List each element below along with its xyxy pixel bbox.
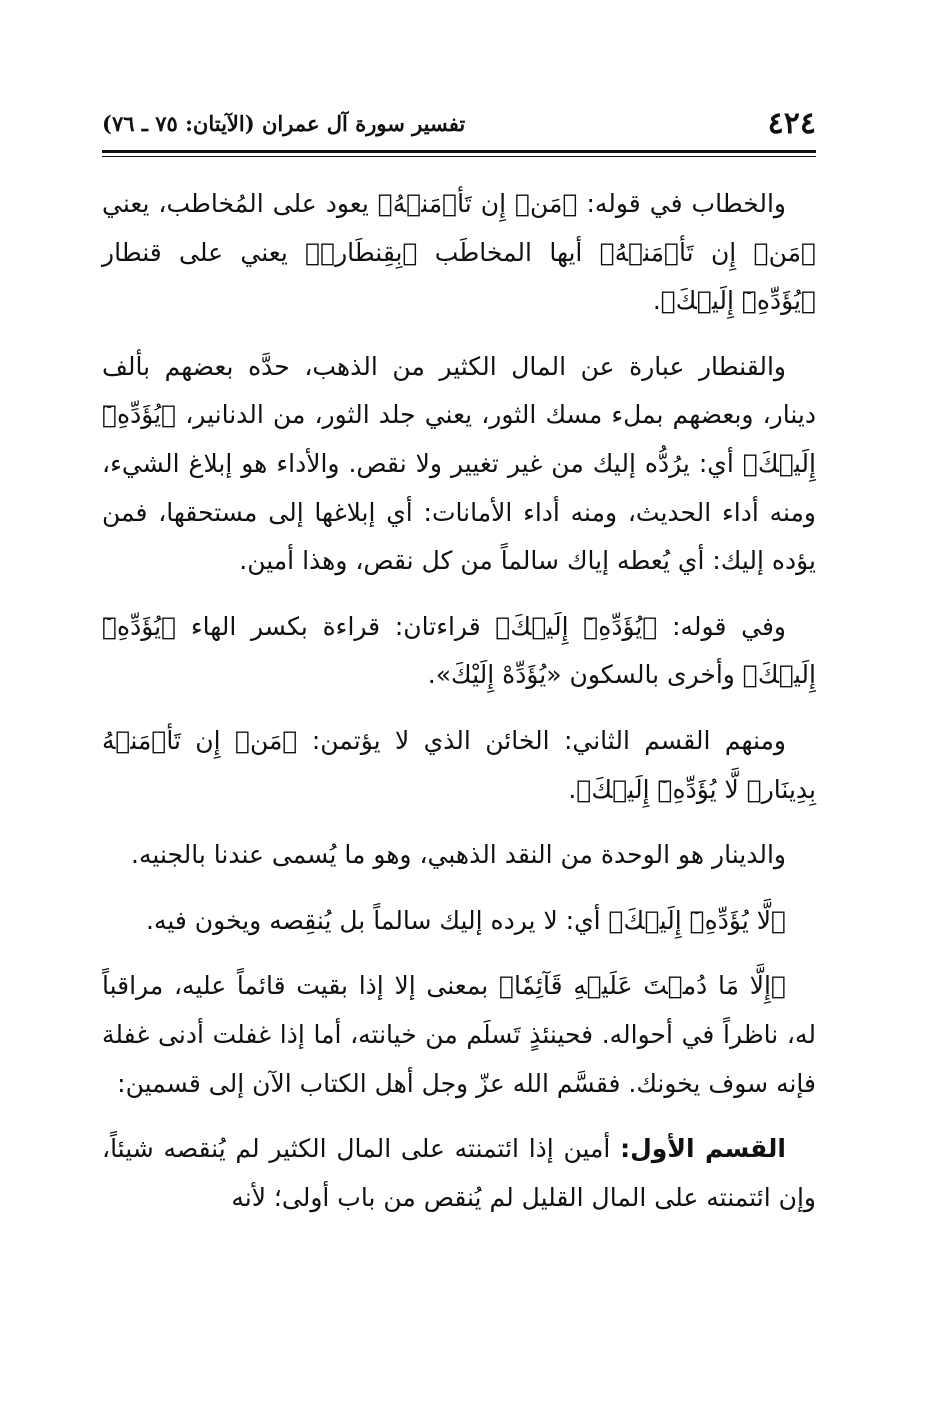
paragraph: ﴿لَّا يُؤَدِّهِۦٓ إِلَيۡكَ﴾ أي: لا يرده إليك سالماً بل يُنقِصه ويخون فيه. [146, 905, 786, 935]
paragraph: والدينار هو الوحدة من النقد الذهبي، وهو ما يُسمى عندنا بالجنيه. [131, 840, 786, 870]
paragraph: والقنطار عبارة عن المال الكثير من الذهب، حدَّه بعضهم بألف دينار، وبعضهم بملء مسك الثور، يعني جلد الثور، من الدنانير، ﴿يُؤَدِّهِۦٓ إِلَيۡكَ﴾ أي: يرُدُّه إليك من غير تغيير ولا نقص. والأداء هو إبلاغ الشيء، ومنه أداء الحديث، ومنه أداء الأمانات: أي إبلاغها إلى مستحقها، فمن يؤده إليك: أي يُعطه إياك سالماً من كل نقص، وهذا أمين. [102, 351, 816, 576]
header-rule-thick [102, 150, 816, 153]
page-number: ٤٢٤ [767, 106, 816, 141]
body-text [102, 180, 816, 1239]
paragraph: ومنهم القسم الثاني: الخائن الذي لا يؤتمن: ﴿مَنۡ إِن تَأۡمَنۡهُ بِدِينَارٖ لَّا يُؤَدِّهِۦٓ إِلَيۡكَ﴾. [102, 725, 816, 804]
paragraph-last [102, 1125, 816, 1222]
section-lead: القسم الأول: [620, 1134, 786, 1164]
running-title: تفسير سورة آل عمران (الآيتان: ٧٥ ـ ٧٦) [102, 111, 466, 136]
header-rule-thin [102, 156, 816, 157]
paragraph: ﴿إِلَّا مَا دُمۡتَ عَلَيۡهِ قَآئِمٗا﴾ بمعنى إلا إذا بقيت قائماً عليه، مراقباً له، ناظراً في أحواله. فحينئذٍ تَسلَم من خيانته، أما إذا غفلت أدنى غفلة فإنه سوف يخونك. فقسَّم الله عزّ وجل أهل الكتاب الآن إلى قسمين: [102, 971, 816, 1098]
paragraph: وفي قوله: ﴿يُؤَدِّهِۦٓ إِلَيۡكَ﴾ قراءتان: قراءة بكسر الهاء ﴿يُؤَدِّهِۦٓ إِلَيۡكَ﴾ وأخرى بالسكون «يُؤَدِّهْ إِلَيْكَ». [102, 611, 816, 690]
paragraph: والخطاب في قوله: ﴿مَنۡ إِن تَأۡمَنۡهُ﴾ يعود على المُخاطب، يعني ﴿مَنۡ إِن تَأۡمَنۡهُ﴾ أيها المخاطَب ﴿بِقِنطَارٖ﴾ يعني على قنطار ﴿يُؤَدِّهِۦٓ إِلَيۡكَ﴾. [102, 189, 816, 316]
paragraph-text: أمين إذا ائتمنته على المال الكثير لم يُنقصه شيئاً، وإن ائتمنته على المال القليل لم يُنقص من باب أولى؛ لأنه [102, 1134, 816, 1212]
page-header [102, 104, 816, 144]
